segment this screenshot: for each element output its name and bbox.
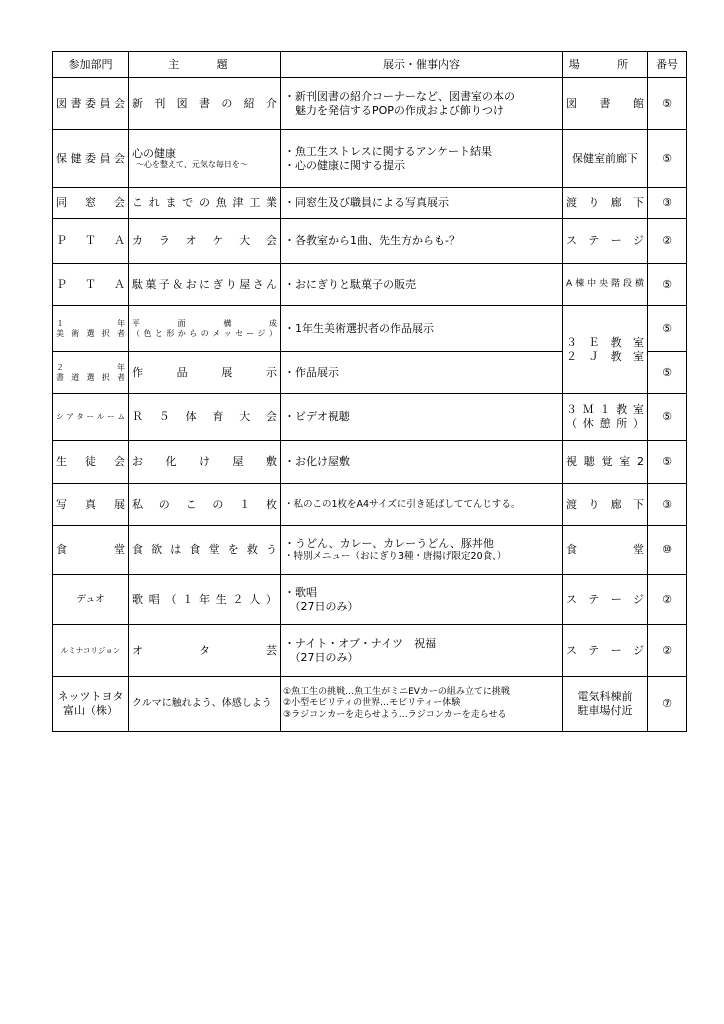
number-cell: ⑤ [648, 264, 687, 306]
content-cell [281, 78, 563, 130]
header-content: 展示・催事内容 [281, 52, 563, 78]
table-row [53, 625, 687, 677]
table-row [53, 78, 687, 130]
number-cell: ⑦ [648, 677, 687, 732]
content-cell [281, 441, 563, 484]
place-line: 電気科棟前 [577, 690, 633, 704]
content-line: ・新刊図書の紹介コーナーなど、図書室の本の [284, 89, 515, 103]
dept-cell [53, 306, 129, 352]
place-cell: 食 堂 [563, 526, 648, 575]
content-cell [281, 306, 563, 352]
dept-grade: ２ 年 [56, 362, 125, 372]
place-line: （休憩所） [566, 417, 644, 430]
header-row [53, 52, 687, 78]
dept-cell [53, 352, 129, 394]
content-line: ・各教室から1曲、先生方からも-？ [284, 234, 460, 248]
content-cell [281, 484, 563, 526]
number-cell: ⑤ [648, 352, 687, 394]
content-line: ・お化け屋敷 [284, 455, 350, 469]
place-line: ２Ｊ教室 [566, 349, 644, 363]
content-cell [281, 130, 563, 188]
header-number: 番号 [648, 52, 687, 78]
content-line: ・おにぎりと駄菓子の販売 [284, 277, 416, 291]
dept-cell: 生徒会 [53, 441, 129, 484]
table-row [53, 219, 687, 264]
place-cell [563, 306, 648, 394]
theme-cell [129, 306, 281, 352]
place-cell: A棟中央階段横 [563, 264, 648, 306]
theme-title: 心の健康 [132, 146, 176, 160]
place-cell [563, 677, 648, 732]
theme-cell: 私のこの１枚 [129, 484, 281, 526]
place-cell: 渡り廊下 [563, 188, 648, 219]
content-cell [281, 677, 563, 732]
content-line: ・歌唱 [284, 585, 317, 599]
content-line: ・ビデオ視聴 [284, 410, 350, 424]
content-line: ・同窓生及び職員による写真展示 [284, 196, 449, 210]
dept-cell [53, 677, 129, 732]
number-cell: ⑩ [648, 526, 687, 575]
content-cell [281, 219, 563, 264]
dept-group: 美術選択者 [56, 328, 125, 338]
theme-cell: お化け屋敷 [129, 441, 281, 484]
header-theme: 主 題 [129, 52, 281, 78]
content-line: ・特別メニュー（おにぎり3種・唐揚げ限定20食、） [284, 550, 507, 562]
content-cell [281, 352, 563, 394]
table-row [53, 264, 687, 306]
content-cell [281, 575, 563, 625]
dept-company: ネッツトヨタ [57, 690, 124, 704]
table-row [53, 526, 687, 575]
theme-cell: これまでの魚津工業 [129, 188, 281, 219]
theme-cell: カラオケ大会 [129, 219, 281, 264]
theme-subtitle: （色と形からのメッセージ） [132, 328, 277, 338]
dept-cell: 保健委員会 [53, 130, 129, 188]
dept-grade: １ 年 [56, 318, 125, 328]
number-cell: ⑤ [648, 306, 687, 352]
number-cell: ② [648, 219, 687, 264]
dept-cell: ルミナコリジョン [53, 625, 129, 677]
table-row [53, 306, 687, 352]
content-line: ①魚工生の挑戦…魚工生がミニEVカーの組み立てに挑戦 [283, 687, 510, 698]
place-cell: ステージ [563, 625, 648, 677]
place-cell: 渡り廊下 [563, 484, 648, 526]
content-cell [281, 188, 563, 219]
dept-cell: 図書委員会 [53, 78, 129, 130]
content-line: ・1年生美術選択者の作品展示 [284, 321, 434, 335]
dept-company-suffix: 富山（株） [63, 704, 118, 717]
dept-cell: ＰＴＡ [53, 219, 129, 264]
table-row [53, 441, 687, 484]
dept-cell: シアタールーム [53, 394, 129, 441]
table-row [53, 575, 687, 625]
table-row [53, 188, 687, 219]
content-line: ・私のこの1枚をA4サイズに引き延ばしててんじする。 [284, 498, 521, 510]
content-line: ・うどん、カレー、カレーうどん、豚丼他 [284, 537, 494, 551]
content-line: ・魚工生ストレスに関するアンケート結果 [284, 144, 493, 158]
theme-title: 平面構成 [132, 318, 277, 328]
place-line: ３Ｅ教室 [566, 335, 644, 349]
number-cell: ⑤ [648, 394, 687, 441]
content-line: ・心の健康に関する提示 [284, 158, 405, 172]
number-cell: ⑤ [648, 441, 687, 484]
content-line: ②小型モビリティの世界…モビリティー体験 [283, 698, 461, 709]
number-cell: ③ [648, 484, 687, 526]
theme-cell: 食欲は食堂を救う [129, 526, 281, 575]
place-line: ３Ｍ１教室 [566, 403, 644, 417]
theme-subtitle: ～心を整えて、元気な毎日を～ [136, 160, 248, 170]
number-cell: ② [648, 575, 687, 625]
theme-cell [129, 130, 281, 188]
place-cell: 図書館 [563, 78, 648, 130]
dept-cell: デュオ [53, 575, 129, 625]
dept-cell: 食 堂 [53, 526, 129, 575]
header-dept: 参加部門 [53, 52, 129, 78]
table-row [53, 484, 687, 526]
theme-cell: Ｒ５体育大会 [129, 394, 281, 441]
place-cell: ステージ [563, 575, 648, 625]
theme-cell: 駄菓子＆おにぎり屋さん [129, 264, 281, 306]
place-cell: 視聴覚室2 [563, 441, 648, 484]
theme-cell: クルマに触れよう、体感しよう [129, 677, 281, 732]
theme-cell: オタ芸 [129, 625, 281, 677]
theme-cell: 作品展示 [129, 352, 281, 394]
number-cell: ⑤ [648, 130, 687, 188]
number-cell: ② [648, 625, 687, 677]
dept-cell: 同窓会 [53, 188, 129, 219]
table-row [53, 394, 687, 441]
content-line: ・作品展示 [284, 365, 339, 379]
content-cell [281, 526, 563, 575]
event-schedule-table [52, 51, 687, 732]
place-cell: 保健室前廊下 [563, 130, 648, 188]
content-line: 魅力を発信するPOPの作成および飾りつけ [284, 103, 504, 117]
dept-cell: ＰＴＡ [53, 264, 129, 306]
content-line: ③ラジコンカーを走らせよう…ラジコンカーを走らせる [283, 709, 507, 720]
place-line: 駐車場付近 [577, 704, 633, 717]
content-cell [281, 625, 563, 677]
number-cell: ③ [648, 188, 687, 219]
content-cell [281, 264, 563, 306]
place-cell: ステージ [563, 219, 648, 264]
header-place: 場 所 [563, 52, 648, 78]
place-cell [563, 394, 648, 441]
content-cell [281, 394, 563, 441]
table-row [53, 130, 687, 188]
content-line: （27日のみ） [284, 650, 359, 664]
number-cell: ⑤ [648, 78, 687, 130]
table-row [53, 677, 687, 732]
dept-group: 書道選択者 [56, 372, 125, 382]
content-line: ・ナイト・オブ・ナイツ 祝福 [284, 636, 437, 650]
dept-cell: 写真展 [53, 484, 129, 526]
content-line: （27日のみ） [284, 599, 359, 613]
theme-cell: 新刊図書の紹介 [129, 78, 281, 130]
theme-cell: 歌唱（１年生２人） [129, 575, 281, 625]
